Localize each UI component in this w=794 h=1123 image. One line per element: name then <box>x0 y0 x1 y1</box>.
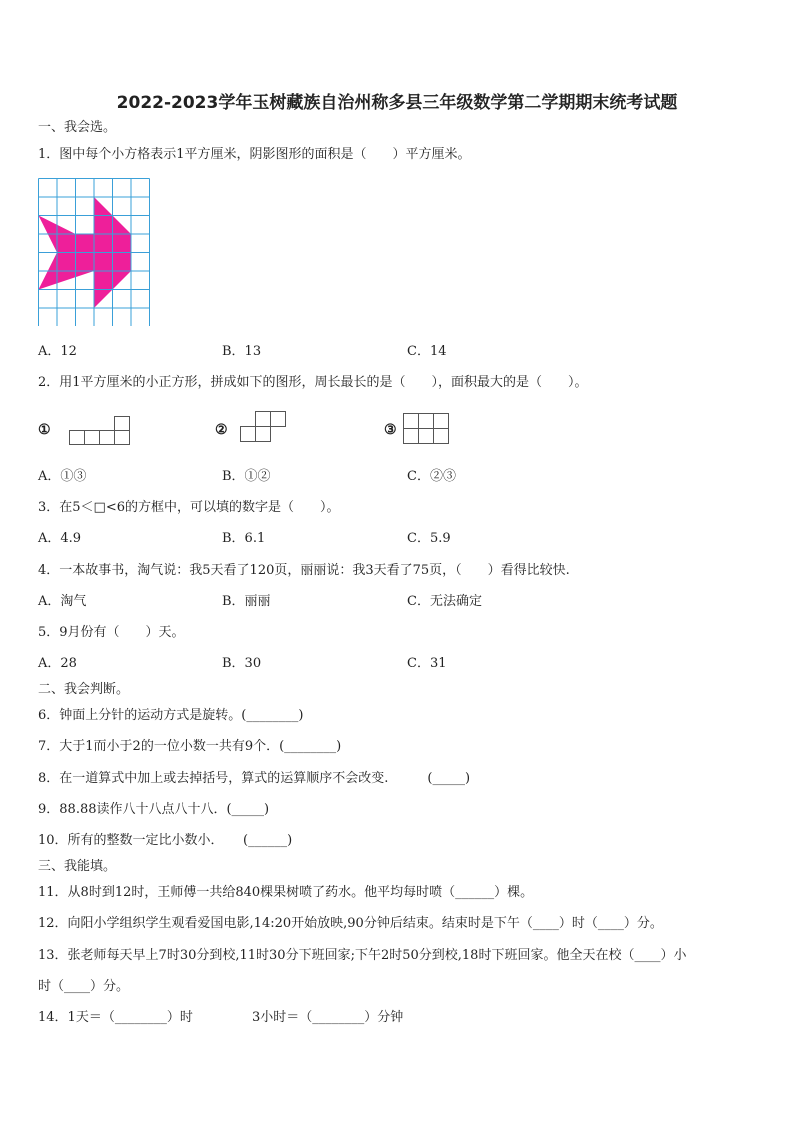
section-heading-judge: 二、我会判断。 <box>38 682 130 697</box>
q2-figure-1 <box>69 415 132 445</box>
question-1: 1．图中每个小方格表示1平方厘米，阴影图形的面积是（ ）平方厘米。 <box>38 147 471 162</box>
question-3: 3．在5＜□<6的方框中，可以填的数字是（ ）。 <box>38 500 340 515</box>
q3-option-b[interactable]: B．6.1 <box>222 531 266 546</box>
q2-option-a[interactable]: A．①③ <box>38 469 87 484</box>
question-5: 5．9月份有（ ）天。 <box>38 625 185 640</box>
q2-figure-2 <box>240 411 288 443</box>
q2-option-b[interactable]: B．①② <box>222 469 271 484</box>
section-heading-fill: 三、我能填。 <box>38 859 117 874</box>
question-11: 11．从8时到12时，王师傅一共给840棵果树喷了药水。他平均每时喷（______）棵。 <box>38 885 534 900</box>
q5-option-c[interactable]: C．31 <box>407 656 447 671</box>
section-heading-choose: 一、我会选。 <box>38 120 117 135</box>
question-8: 8．在一道算式中加上或去掉括号，算式的运算顺序不会改变. (_____) <box>38 771 471 786</box>
q4-option-a[interactable]: A．淘气 <box>38 594 87 609</box>
question-4: 4．一本故事书，淘气说：我5天看了120页，丽丽说：我3天看了75页，（ ）看得比较快. <box>38 563 570 578</box>
question-2: 2．用1平方厘米的小正方形，拼成如下的图形，周长最长的是（ ），面积最大的是（ ）。 <box>38 375 588 390</box>
q1-grid-figure <box>38 178 151 326</box>
q5-option-b[interactable]: B．30 <box>222 656 262 671</box>
q3-option-a[interactable]: A．4.9 <box>38 531 82 546</box>
question-13-line-2: 时（____）分。 <box>38 979 130 994</box>
q3-option-c[interactable]: C．5.9 <box>407 531 451 546</box>
q1-option-b[interactable]: B．13 <box>222 344 262 359</box>
page-title: 2022-2023学年玉树藏族自治州称多县三年级数学第二学期期末统考试题 <box>116 93 678 113</box>
question-14-part-1: 14．1天＝（________）时 <box>38 1010 193 1025</box>
question-6: 6．钟面上分针的运动方式是旋转。(________) <box>38 708 304 723</box>
q1-option-c[interactable]: C．14 <box>407 344 447 359</box>
q2-option-c[interactable]: C．②③ <box>407 469 456 484</box>
q1-option-a[interactable]: A．12 <box>38 344 77 359</box>
q5-option-a[interactable]: A．28 <box>38 656 77 671</box>
question-7: 7．大于1而小于2的一位小数一共有9个．(________) <box>38 739 342 754</box>
q2-figure-3-label: ③ <box>384 422 397 438</box>
question-9: 9．88.88读作八十八点八十八．(_____) <box>38 802 270 817</box>
q2-figure-3 <box>403 413 451 445</box>
q2-figure-2-label: ② <box>215 422 228 438</box>
question-14-part-2: 3小时＝（________）分钟 <box>252 1010 404 1025</box>
q2-figure-1-label: ① <box>38 422 51 438</box>
question-10: 10．所有的整数一定比小数小． (______) <box>38 833 293 848</box>
question-12: 12．向阳小学组织学生观看爱国电影,14:20开始放映,90分钟后结束。结束时是下午（____）时（____）分。 <box>38 916 663 931</box>
q4-option-b[interactable]: B．丽丽 <box>222 594 271 609</box>
question-13-line-1: 13．张老师每天早上7时30分到校,11时30分下班回家;下午2时50分到校,18时下班回家。他全天在校（____）小 <box>38 948 687 963</box>
q4-option-c[interactable]: C．无法确定 <box>407 594 482 609</box>
